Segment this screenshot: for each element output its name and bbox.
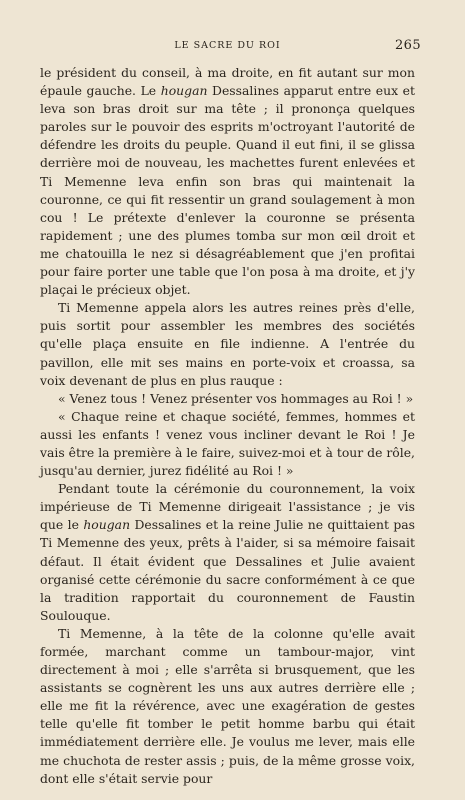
text-run: Ti Memenne, à la tête de la colonne qu'elle avait formée, marchant comme un tambour-major, vint directement à moi ; elle s'arrêta si brusquement, que les assistants se cognèrent les uns aux autres derrière elle ; elle me fit la révérence, avec une exagération de gestes telle qu'elle fit tomber le petit homme barbu qui était immédiatement derrière elle. Je voulus me lever, mais elle me chuchota de rester assis ; puis, de la même grosse voix, dont elle s'était servie pour [40, 625, 415, 786]
page-header [40, 38, 421, 60]
paragraph [40, 390, 415, 408]
page-number: 265 [394, 38, 421, 53]
text-run: Dessalines apparut entre eux et leva son bras droit sur ma tête ; il prononça quelques paroles sur le pouvoir des esprits m'octroyant l'autorité de défendre les droits du peuple. Quand il eut fini, il se glissa derrière moi de nouveau, les machettes furent enlevées et Ti Memenne leva enfin son bras qui maintenait la couronne, ce qui fit ressentir un grand soulagement à mon cou ! Le prétexte d'enlever la couronne se présenta rapidement ; une des plumes tomba sur mon œil droit et me chatouilla le nez si désagréablement que j'en profitai pour faire porter une table que l'on posa à ma droite, et j'y plaçai le précieux objet. [40, 83, 415, 298]
italic-term: hougan [160, 83, 208, 99]
italic-term: hougan [83, 517, 131, 533]
text-run: le président du conseil, à ma droite, en fit autant sur mon épaule gauche. Le [40, 65, 415, 99]
paragraph [40, 408, 415, 480]
running-title: LE SACRE DU ROI [174, 40, 281, 51]
text-run: « Chaque reine et chaque société, femmes, hommes et aussi les enfants ! venez vous incliner devant le Roi ! Je vais être la première à le faire, suivez-moi et à tour de rôle, jusqu'au dernier, jurez fidélité au Roi ! » [40, 408, 415, 479]
body-text [40, 64, 415, 788]
paragraph [40, 480, 415, 625]
paragraph [40, 299, 415, 389]
text-run: Pendant toute la cérémonie du couronnement, la voix impérieuse de Ti Memenne dirigeait l'assistance ; je vis que le [40, 481, 415, 533]
text-run: « Venez tous ! Venez présenter vos hommages au Roi ! » [58, 390, 414, 406]
text-run: Dessalines et la reine Julie ne quittaient pas Ti Memenne des yeux, prêts à l'aider, si sa mémoire faisait défaut. Il était évident que Dessalines et Julie avaient organisé cette cérémonie du sacre conformément à ce que la tradition rapportait du couronnement de Faustin Soulouque. [40, 517, 416, 623]
paragraph [40, 64, 415, 299]
paragraph [40, 625, 415, 788]
text-run: Ti Memenne appela alors les autres reines près d'elle, puis sortit pour assembler les membres des sociétés qu'elle plaça ensuite en file indienne. A l'entrée du pavillon, elle mit ses mains en porte-voix et croassa, sa voix devenant de plus en plus rauque : [40, 300, 415, 388]
